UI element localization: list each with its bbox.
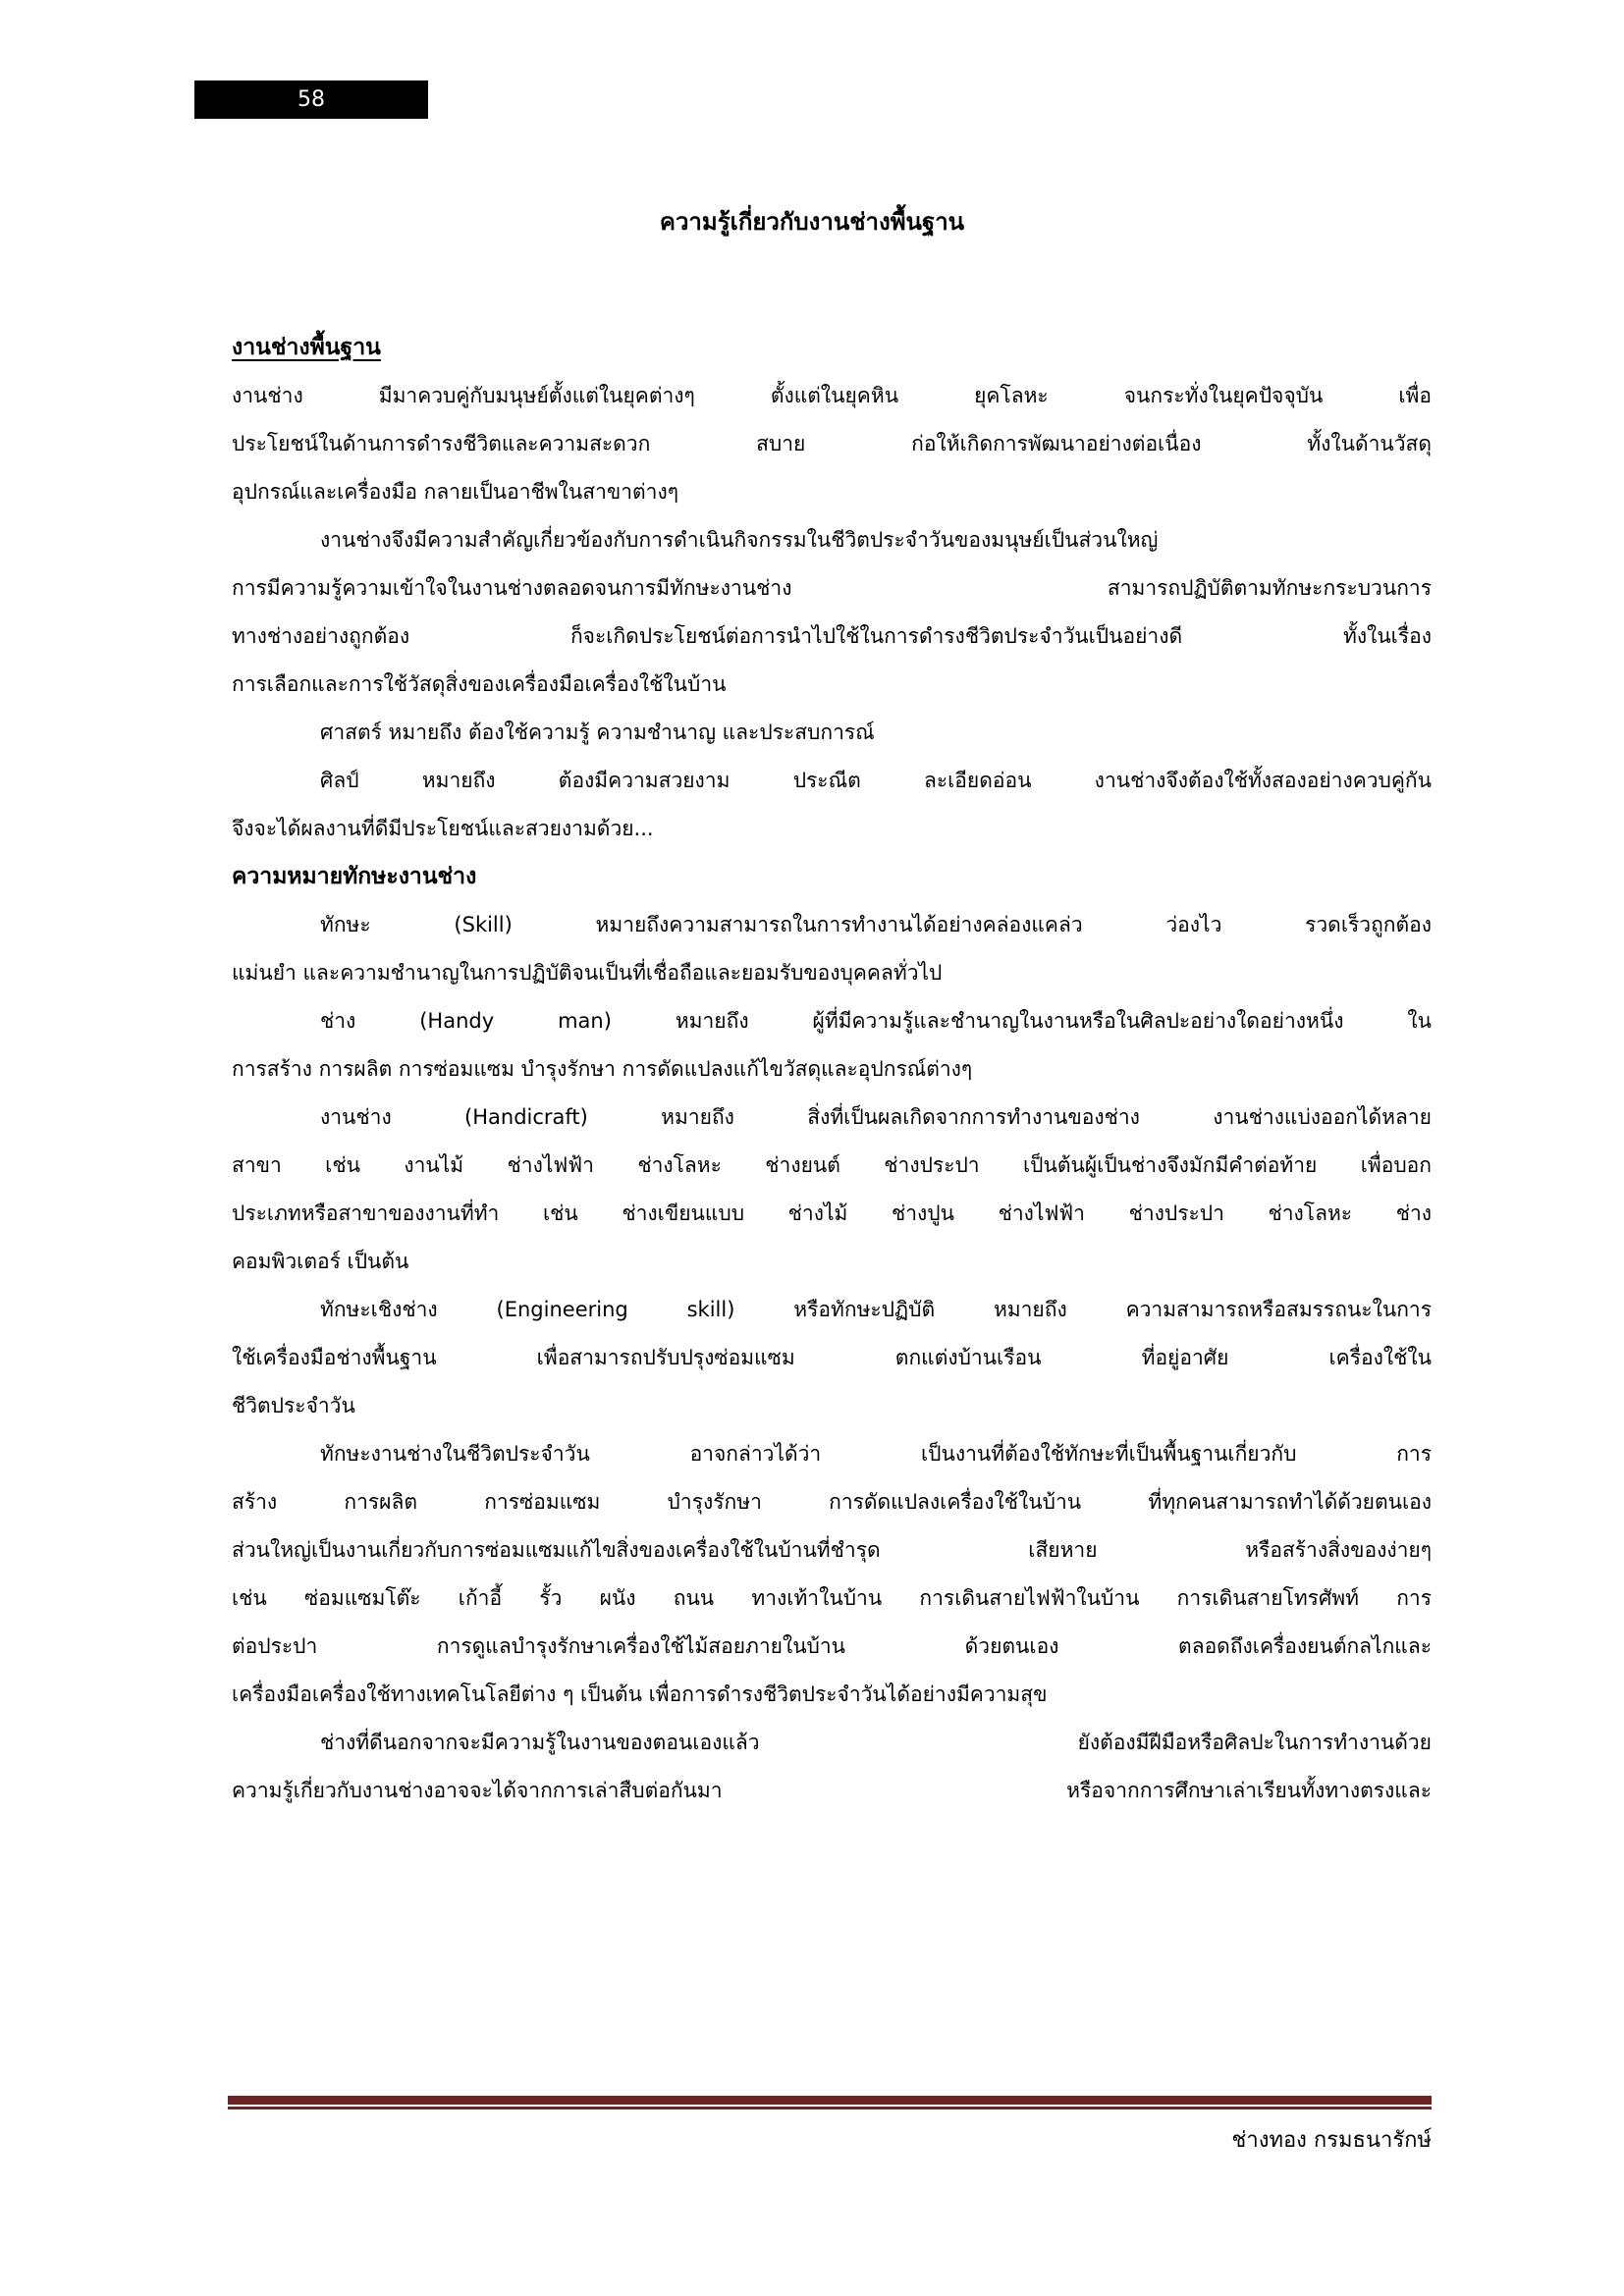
page-number-badge [194,80,428,119]
paragraph-line: ศิลป์ หมายถึง ต้องมีความสวยงาม ประณีต ละเอียดอ่อน งานช่างจึงต้องใช้ทั้งสองอย่างควบคู่กัน [320,769,1432,792]
paragraph-line: คอมพิวเตอร์ เป็นต้น [232,1250,409,1273]
section-heading-basic-craft: งานช่างพื้นฐาน [232,335,381,360]
paragraph-line: การเลือกและการใช้วัสดุสิ่งของเครื่องมือเครื่องใช้ในบ้าน [232,672,727,696]
paragraph-line: งานช่าง (Handicraft) หมายถึง สิ่งที่เป็นผลเกิดจากการทำงานของช่าง งานช่างแบ่งออกได้หลาย [320,1105,1432,1129]
page-number: 58 [298,87,325,112]
paragraph-line: การมีความรู้ความเข้าใจในงานช่างตลอดจนการมีทักษะงานช่าง สามารถปฏิบัติตามทักษะกระบวนการ [232,576,1432,600]
paragraph-line: สาขา เช่น งานไม้ ช่างไฟฟ้า ช่างโลหะ ช่างยนต์ ช่างประปา เป็นต้นผู้เป็นช่างจึงมักมีคำต่อท้าย เพื่อบอก [232,1153,1432,1177]
paragraph-line: ใช้เครื่องมือช่างพื้นฐาน เพื่อสามารถปรับปรุงซ่อมแซม ตกแต่งบ้านเรือน ที่อยู่อาศัย เครื่องใช้ใน [232,1346,1432,1369]
paragraph-line: ช่างที่ดีนอกจากจะมีความรู้ในงานของตอนเองแล้ว ยังต้องมีฝีมือหรือศิลปะในการทำงานด้วย [320,1731,1432,1754]
paragraph-line: เครื่องมือเครื่องใช้ทางเทคโนโลยีต่าง ๆ เป็นต้น เพื่อการดำรงชีวิตประจำวันได้อย่างมีความสุข [232,1682,1048,1706]
paragraph-line: ความรู้เกี่ยวกับงานช่างอาจจะได้จากการเล่าสืบต่อกันมา หรือจากการศึกษาเล่าเรียนทั้งทางตรงและ [232,1779,1432,1802]
paragraph-line: งานช่างจึงมีความสำคัญเกี่ยวข้องกับการดำเนินกิจกรรมในชีวิตประจำวันของมนุษย์เป็นส่วนใหญ่ [320,528,1159,552]
document-body [232,324,1432,1815]
section-heading-skill-meaning: ความหมายทักษะงานช่าง [232,864,477,889]
paragraph-line: การสร้าง การผลิต การซ่อมแซม บำรุงรักษา การดัดแปลงแก้ไขวัสดุและอุปกรณ์ต่างๆ [232,1057,973,1081]
paragraph-line: ศาสตร์ หมายถึง ต้องใช้ความรู้ ความชำนาญ และประสบการณ์ [320,721,875,744]
paragraph-line: ต่อประปา การดูแลบำรุงรักษาเครื่องใช้ไม้สอยภายในบ้าน ด้วยตนเอง ตลอดถึงเครื่องยนต์กลไกและ [232,1634,1432,1658]
paragraph-line: ทักษะเชิงช่าง (Engineering skill) หรือทักษะปฏิบัติ หมายถึง ความสามารถหรือสมรรถนะในการ [320,1298,1432,1321]
paragraph-line: สร้าง การผลิต การซ่อมแซม บำรุงรักษา การดัดแปลงเครื่องใช้ในบ้าน ที่ทุกคนสามารถทำได้ด้วยตนเอง [232,1490,1432,1514]
page-title: ความรู้เกี่ยวกับงานช่างพื้นฐาน [659,208,965,236]
footer-author: ช่างทอง กรมธนารักษ์ [1231,2128,1432,2153]
paragraph-line: ชีวิตประจำวัน [232,1394,355,1417]
paragraph-line: ช่าง (Handy man) หมายถึง ผู้ที่มีความรู้และชำนาญในงานหรือในศิลปะอย่างใดอย่างหนึ่ง ใน [320,1009,1432,1033]
paragraph-line: จึงจะได้ผลงานที่ดีมีประโยชน์และสวยงามด้วย... [232,817,654,840]
paragraph-line: งานช่าง มีมาควบคู่กับมนุษย์ตั้งแต่ในยุคต่างๆ ตั้งแต่ในยุคหิน ยุคโลหะ จนกระทั่งในยุคปัจจุบัน เพื่อ [232,384,1432,407]
paragraph-line: ประเภทหรือสาขาของงานที่ทำ เช่น ช่างเขียนแบบ ช่างไม้ ช่างปูน ช่างไฟฟ้า ช่างประปา ช่างโลหะ ช่าง [232,1201,1432,1225]
paragraph-line: ประโยชน์ในด้านการดำรงชีวิตและความสะดวก สบาย ก่อให้เกิดการพัฒนาอย่างต่อเนื่อง ทั้งในด้านวัสดุ [232,432,1432,455]
paragraph-line: ส่วนใหญ่เป็นงานเกี่ยวกับการซ่อมแซมแก้ไขสิ่งของเครื่องใช้ในบ้านที่ชำรุด เสียหาย หรือสร้างสิ่งของง่ายๆ [232,1538,1432,1562]
paragraph-line: ทักษะงานช่างในชีวิตประจำวัน อาจกล่าวได้ว่า เป็นงานที่ต้องใช้ทักษะที่เป็นพื้นฐานเกี่ยวกับ การ [320,1442,1432,1466]
footer-rule [228,2096,1432,2105]
paragraph-line: อุปกรณ์และเครื่องมือ กลายเป็นอาชีพในสาขาต่างๆ [232,480,678,504]
paragraph-line: ทางช่างอย่างถูกต้อง ก็จะเกิดประโยชน์ต่อการนำไปใช้ในการดำรงชีวิตประจำวันเป็นอย่างดี ทั้งในเรื่อง [232,624,1432,648]
paragraph-line: ทักษะ (Skill) หมายถึงความสามารถในการทำงานได้อย่างคล่องแคล่ว ว่องไว รวดเร็วถูกต้อง [320,913,1432,936]
footer-rule-thin [228,2107,1432,2109]
paragraph-line: เช่น ซ่อมแซมโต๊ะ เก้าอี้ รั้ว ผนัง ถนน ทางเท้าในบ้าน การเดินสายไฟฟ้าในบ้าน การเดินสายโทรศัพท์ การ [232,1586,1432,1610]
paragraph-line: แม่นยำ และความชำนาญในการปฏิบัติจนเป็นที่เชื่อถือและยอมรับของบุคคลทั่วไป [232,961,943,985]
